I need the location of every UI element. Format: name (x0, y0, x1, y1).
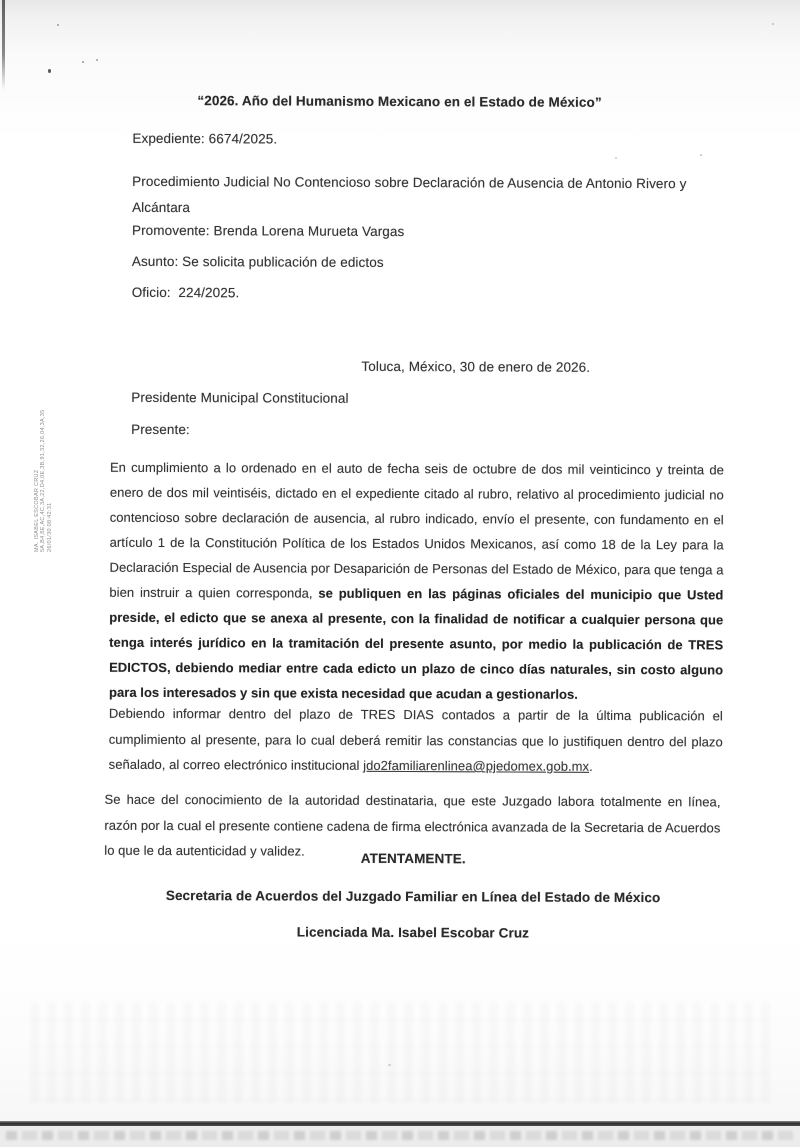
institutional-email-link: jdo2familiarenlinea@pjedomex.gob.mx (363, 757, 590, 774)
paragraph-2-text: Debiendo informar dentro del plazo de TRES DIAS contados a partir de la última publicación el cumplimiento al presente, para lo cual deberá remitir las constancias que lo justifiquen dentro del plazo señalado, al correo electrónico institucional (108, 705, 723, 773)
stamp-signer-name: MA. ISABEL ESCOBAR CRUZ (34, 469, 40, 552)
expediente-line: Expediente: 6674/2025. (132, 130, 278, 147)
addressee-line: Presidente Municipal Constitucional (131, 389, 349, 406)
paragraph-1-bold-text: se publiquen en las páginas oficiales del municipio que Usted preside, el edicto que se anexa al presente, con la finalidad de notificar a cualquier persona que tenga interés jurídico en la tramitación del presente asunto, por medio la publicación de TRES EDICTOS, debiendo mediar entre cada edicto un plazo de cinco días naturales, sin costo alguno para los interesados y sin que exista necesidad que acudan a gestionarlos. (108, 585, 724, 702)
oficio-line: Oficio: 224/2025. (131, 284, 240, 301)
stamp-signature-chain: 5A,B4,8E,AC,4C,3A,22,D4,0E,3B,91,32,26,04,3A,35 (40, 409, 47, 552)
paragraph-1-normal-text: En cumplimiento a lo ordenado en el auto de fecha seis de octubre de dos mil veinticinco y treinta de enero de dos mil veintiséis, dictado en el expediente citado al rubro, relativo al procedimiento judicial no contencioso sobre declaración de ausencia, al rubro indicado, envío el presente, con fundamento en el artículo 1 de la Constitución Política de los Estados Unidos Mexicanos, así como 18 de la Ley para la Declaración Especial de Ausencia por Desaparición de Personas del Estado de México, para que tenga a bien instruir a quien corresponda, (109, 459, 724, 601)
salutation-line: Presente: (131, 421, 190, 438)
body-paragraph-2 (109, 701, 723, 780)
year-motto: “2026. Año del Humanismo Mexicano en el Estado de México” (197, 93, 602, 110)
paragraph-2-period: . (589, 758, 593, 774)
case-description: Procedimiento Judicial No Contencioso sobre Declaración de Ausencia de Antonio Rivero y Alcántara (132, 173, 687, 216)
closing-organization: Secretaria de Acuerdos del Juzgado Familiar en Línea del Estado de México (165, 887, 661, 906)
closing-atentamente: ATENTAMENTE. (360, 850, 466, 867)
electronic-signature-stamp (34, 380, 54, 552)
body-paragraph-1 (109, 455, 724, 708)
closing-signer-name: Licenciada Ma. Isabel Escobar Cruz (296, 924, 530, 941)
asunto-line: Asunto: Se solicita publicación de edictos (131, 253, 384, 270)
body-paragraph-3: Se hace del conocimiento de la autoridad destinataria, que este Juzgado labora totalmente en línea, razón por la cual el presente contiene cadena de firma electrónica avanzada de la Secretaria de Acuerdos lo que le da autenticidad y validez. (104, 791, 721, 859)
dateline: Toluca, México, 30 de enero de 2026. (361, 358, 591, 375)
promovente-line: Promovente: Brenda Lorena Murueta Vargas (131, 222, 405, 240)
stamp-datetime: 26/01/30 08:42:31 (46, 502, 53, 552)
